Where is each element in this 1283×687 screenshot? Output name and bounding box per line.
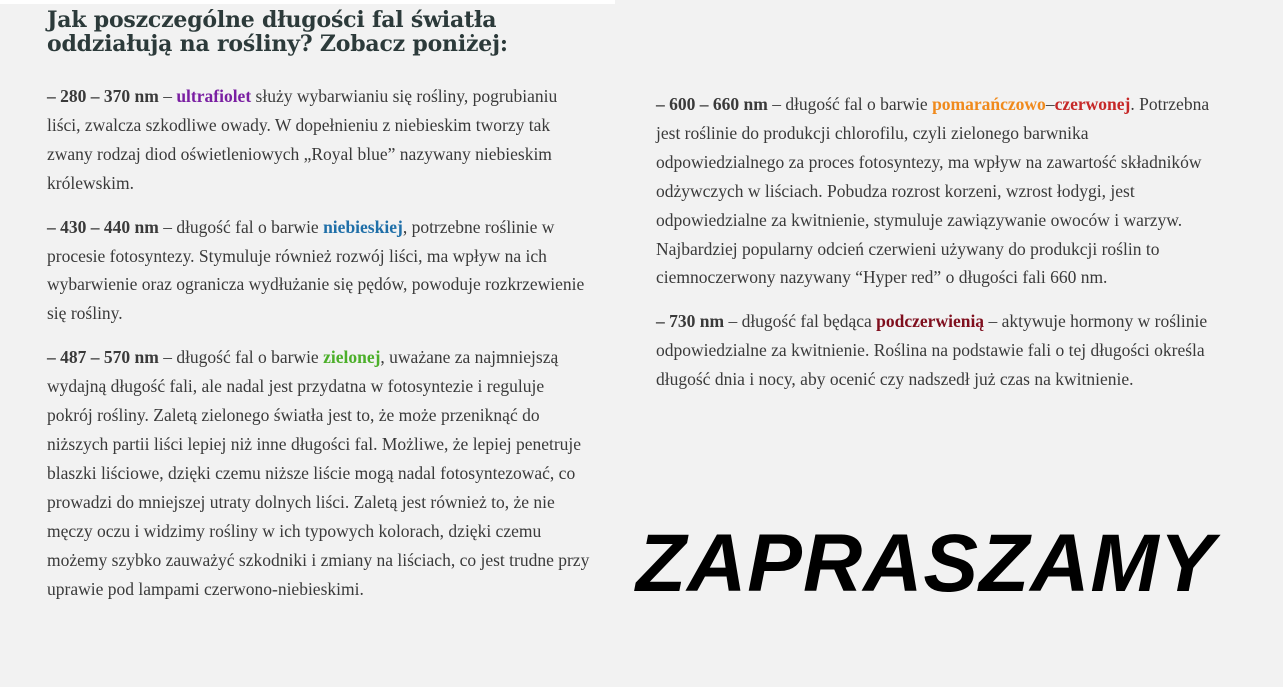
red-text: . Potrzebna jest roślinie do produkcji chlorofilu, czyli zielonego barwnika odpowiedzialnego za proces fotosyntezy, ma wpływ na zawartość składników odżywczych w liściach. Pobudza rozrost korzeni, wzrost łodygi, jest odpowiedzialne za kwitnienie, stymuluje zawiązywanie owoców i warzyw. Najbardziej popularny odcień czerwieni używany do produkcji roślin to ciemnoczerwony nazywany “Hyper red” o długości fali 660 nm. xyxy=(656,94,1210,288)
red-range: – 600 – 660 nm xyxy=(656,94,768,114)
uv-paragraph xyxy=(47,82,592,198)
green-prefix: – długość fal o barwie xyxy=(158,347,324,368)
uv-separator: – xyxy=(158,86,177,106)
left-column xyxy=(47,82,592,618)
red-paragraph xyxy=(656,90,1216,292)
green-range: – 487 – 570 nm xyxy=(47,347,159,368)
green-highlight: zielonej xyxy=(323,347,381,368)
red-highlight: czerwonej xyxy=(1054,94,1131,114)
infrared-range: – 730 nm xyxy=(656,311,725,332)
right-column xyxy=(656,90,1216,409)
infrared-paragraph xyxy=(656,307,1216,394)
invitation-text: ZAPRASZAMY xyxy=(636,518,1216,609)
section-heading: Jak poszczególne długości fal światła oddziałują na rośliny? Zobacz poniżej: xyxy=(47,7,508,57)
green-text: , uważane za najmniejszą wydajną długość fali, ale nadal jest przydatna w fotosyntezie i reguluje pokrój rośliny. Zaletą zielonego światła jest to, że może przeniknąć do niższych partii liści lepiej niż inne długości fal. Możliwe, że lepiej penetruje blaszki liściowe, dzięki czemu niższe liście mogą nadal fotosyntezować, co prowadzi do mniejszej utraty dolnych liści. Zaletą jest również to, że nie męczy oczu i widzimy rośliny w ich typowych kolorach, dzięki czemu możemy szybko zauważyć szkodniki i zmiany na liściach, co jest trudne przy uprawie pod lampami czerwono-niebieskimi. xyxy=(47,347,590,599)
orange-highlight: pomarańczowo xyxy=(932,94,1046,114)
red-dash: – xyxy=(1045,94,1055,114)
infrared-highlight: podczerwienią xyxy=(876,311,985,332)
blue-range: – 430 – 440 nm xyxy=(47,216,159,237)
green-paragraph xyxy=(47,343,592,603)
infrared-text: – aktywuje hormony w roślinie odpowiedzialne za kwitnienie. Roślina na podstawie fali o tej długości określa długość dnia i nocy, aby ocenić czy nadszedł już czas na kwitnienie. xyxy=(656,311,1208,390)
blue-prefix: – długość fal o barwie xyxy=(158,216,324,237)
red-prefix: – długość fal o barwie xyxy=(767,94,933,114)
infrared-prefix: – długość fal będąca xyxy=(724,311,877,332)
blue-highlight: niebieskiej xyxy=(323,216,403,237)
uv-highlight: ultrafiolet xyxy=(176,86,252,106)
uv-text: służy wybarwianiu się rośliny, pogrubianiu liści, zwalcza szkodliwe owady. W dopełnieniu z niebieskim tworzy tak zwany rodzaj diod oświetleniowych „Royal blue” nazywany niebieskim królewskim. xyxy=(47,86,558,193)
blue-paragraph xyxy=(47,213,592,329)
top-divider xyxy=(0,0,615,4)
uv-range: – 280 – 370 nm xyxy=(47,86,159,106)
blue-text: , potrzebne roślinie w procesie fotosyntezy. Stymuluje również rozwój liści, ma wpływ na ich wybarwienie oraz ogranicza wydłużanie się pędów, powoduje rozkrzewienie się rośliny. xyxy=(47,216,585,324)
